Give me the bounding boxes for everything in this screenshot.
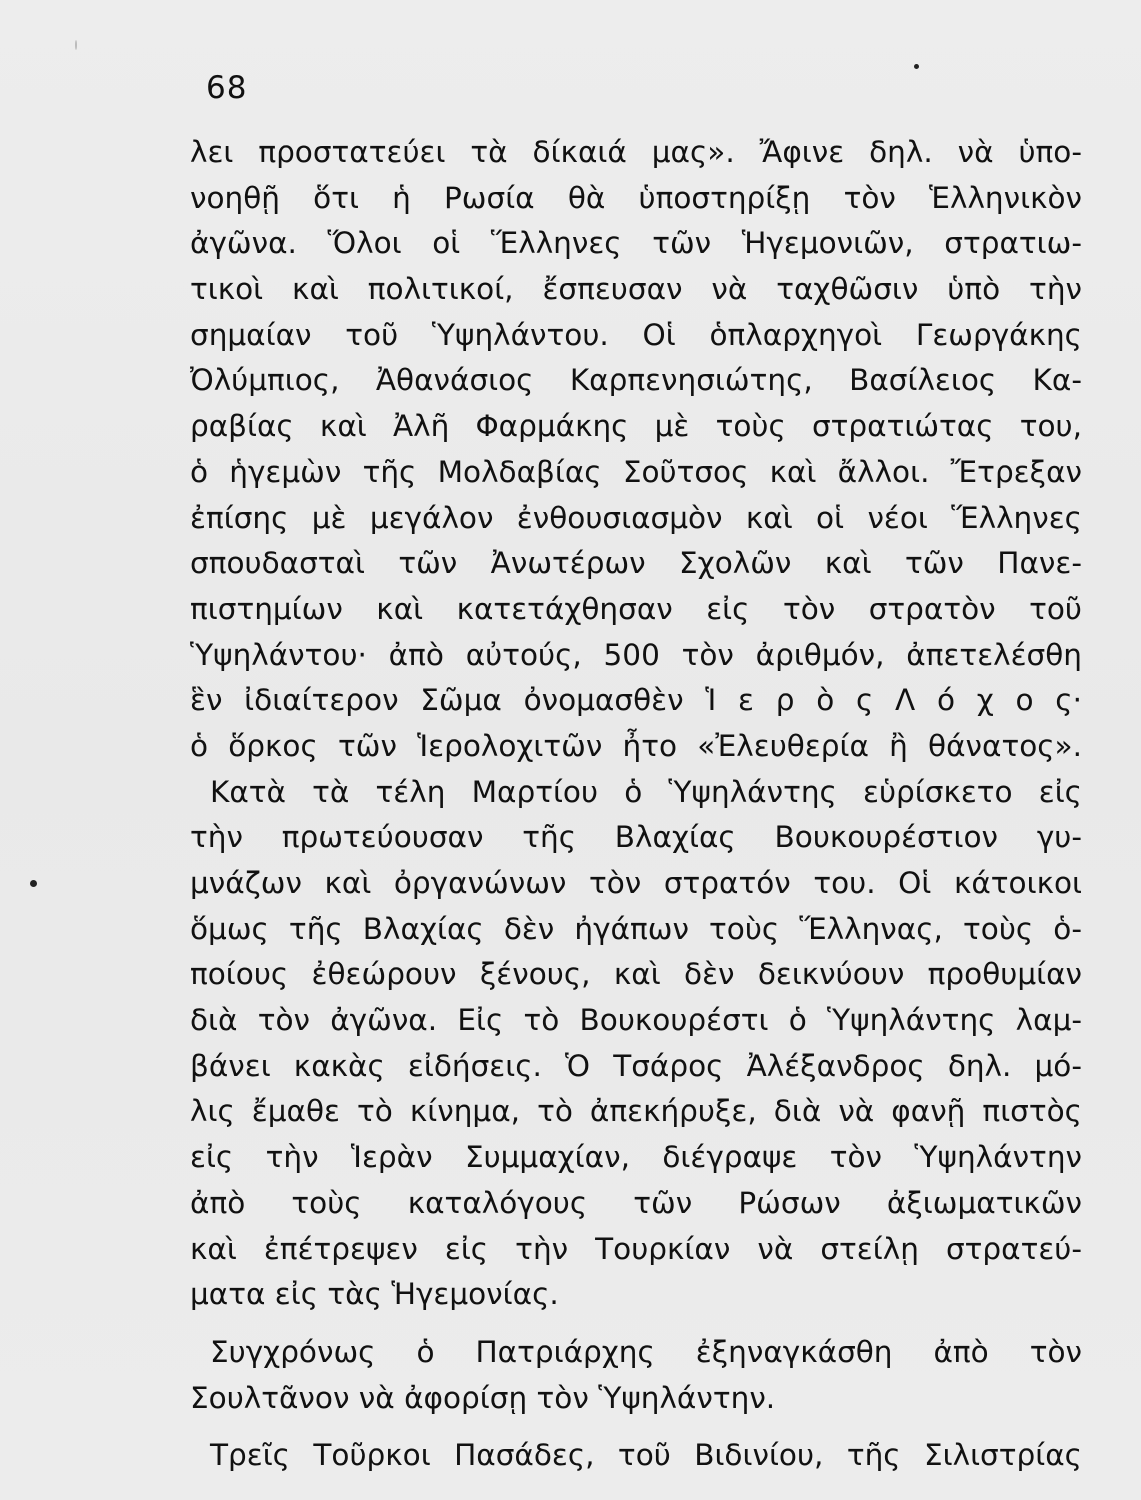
text-line: τὴν πρωτεύουσαν τῆς Βλαχίας Βουκουρέστιον γυ- xyxy=(190,820,1082,855)
text-line: Συγχρόνως ὁ Πατριάρχης ἐξηναγκάσθη ἀπὸ τὸν xyxy=(210,1334,1082,1369)
text-line: διὰ τὸν ἀγῶνα. Εἰς τὸ Βουκουρέστι ὁ Ὑψηλάντης λαμ- xyxy=(190,1003,1082,1038)
text-line: Τρεῖς Τοῦρκοι Πασάδες, τοῦ Βιδινίου, τῆς Σιλιστρίας xyxy=(210,1438,1082,1473)
text-line: σημαίαν τοῦ Ὑψηλάντου. Οἱ ὁπλαρχηγοὶ Γεωργάκης xyxy=(190,317,1082,352)
page-number: 68 xyxy=(206,70,248,106)
text-line: σπουδασταὶ τῶν Ἀνωτέρων Σχολῶν καὶ τῶν Πανε- xyxy=(190,546,1082,581)
ink-speck xyxy=(30,880,37,887)
text-line: ἀπὸ τοὺς καταλόγους τῶν Ρώσων ἀξιωματικῶν xyxy=(190,1185,1082,1220)
text-line: ἐπίσης μὲ μεγάλον ἐνθουσιασμὸν καὶ οἱ νέοι Ἕλληνες xyxy=(190,500,1082,535)
ink-speck xyxy=(75,40,77,50)
text-line: ραβίας καὶ Ἀλῆ Φαρμάκης μὲ τοὺς στρατιώτας του, xyxy=(190,409,1082,444)
text-line: ματα εἰς τὰς Ἡγεμονίας. xyxy=(190,1277,559,1312)
text-line: εἰς τὴν Ἱερὰν Συμμαχίαν, διέγραψε τὸν Ὑψηλάντην xyxy=(190,1140,1082,1175)
text-line: Ὑψηλάντου· ἀπὸ αὐτούς, 500 τὸν ἀριθμόν, ἀπετελέσθη xyxy=(190,637,1082,672)
text-line: ἓν ἰδιαίτερον Σῶμα ὀνομασθὲν Ἱ ε ρ ὸ ς Λ ό χ ο ς· xyxy=(190,683,1082,718)
text-line: ἀγῶνα. Ὅλοι οἱ Ἕλληνες τῶν Ἡγεμονιῶν, στρατιω- xyxy=(190,226,1082,261)
text-line: ὁ ὅρκος τῶν Ἱερολοχιτῶν ἦτο «Ἐλευθερία ἢ θάνατος». xyxy=(190,728,1082,763)
text-line: Κατὰ τὰ τέλη Μαρτίου ὁ Ὑψηλάντης εὑρίσκετο εἰς xyxy=(210,774,1082,809)
text-line: βάνει κακὰς εἰδήσεις. Ὁ Τσάρος Ἀλέξανδρος δηλ. μό- xyxy=(190,1048,1082,1083)
body-text xyxy=(190,130,1082,1479)
text-line: λει προστατεύει τὰ δίκαιά μας». Ἄφινε δηλ. νὰ ὑπο- xyxy=(190,135,1082,169)
text-line: πιστημίων καὶ κατετάχθησαν εἰς τὸν στρατὸν τοῦ xyxy=(190,591,1082,626)
text-line: ὁ ἡγεμὼν τῆς Μολδαβίας Σοῦτσος καὶ ἄλλοι. Ἔτρεξαν xyxy=(190,454,1082,489)
text-line: μνάζων καὶ ὀργανώνων τὸν στρατόν του. Οἱ κάτοικοι xyxy=(190,866,1082,900)
text-line: ποίους ἐθεώρουν ξένους, καὶ δὲν δεικνύουν προθυμίαν xyxy=(190,957,1082,992)
ink-speck xyxy=(914,64,919,69)
text-line: Ὀλύμπιος, Ἀθανάσιος Καρπενησιώτης, Βασίλειος Κα- xyxy=(190,363,1082,398)
text-line: τικοὶ καὶ πολιτικοί, ἔσπευσαν νὰ ταχθῶσιν ὑπὸ τὴν xyxy=(190,272,1082,307)
text-line: Σουλτᾶνον νὰ ἀφορίσῃ τὸν Ὑψηλάντην. xyxy=(190,1380,776,1415)
text-line: νοηθῇ ὅτι ἡ Ρωσία θὰ ὑποστηρίξῃ τὸν Ἑλληνικὸν xyxy=(190,180,1082,215)
text-line: λις ἔμαθε τὸ κίνημα, τὸ ἀπεκήρυξε, διὰ νὰ φανῇ πιστὸς xyxy=(190,1094,1082,1129)
text-line: καὶ ἐπέτρεψεν εἰς τὴν Τουρκίαν νὰ στείλῃ στρατεύ- xyxy=(190,1231,1082,1266)
text-line: ὅμως τῆς Βλαχίας δὲν ἠγάπων τοὺς Ἕλληνας, τοὺς ὁ- xyxy=(190,911,1082,946)
